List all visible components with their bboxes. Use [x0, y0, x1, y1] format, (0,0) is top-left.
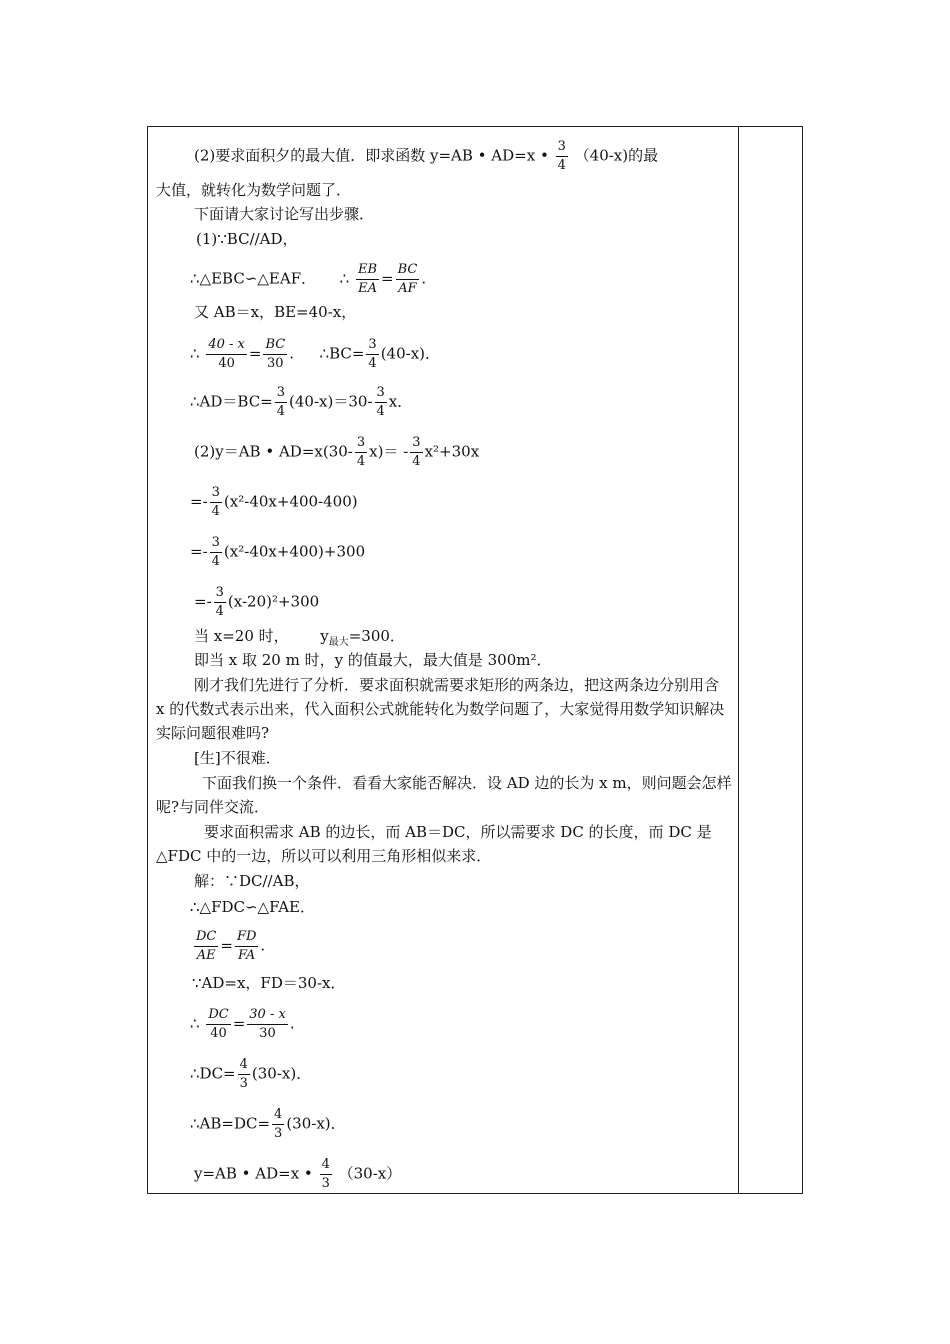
line-18 — [192, 928, 266, 963]
fraction-bc-30: $\frac{BC}{30}$ — [265, 337, 286, 371]
text: . — [421, 269, 427, 288]
fraction-dc-ae: $\frac{DC}{AE}$ — [196, 929, 217, 963]
text: ∴BC= — [319, 344, 365, 363]
table-column-divider — [738, 126, 739, 1194]
line-5 — [190, 261, 427, 296]
text: (2)y＝AB • AD=x(30- — [194, 442, 353, 461]
text: . — [289, 1014, 295, 1033]
line-21 — [190, 1056, 312, 1091]
text: = — [381, 269, 394, 288]
text: (30-x)． — [251, 1064, 312, 1083]
text: ∴ — [190, 1014, 200, 1033]
line-10 — [190, 484, 358, 519]
fraction-3-4: $\frac{3}{4}$ — [412, 435, 421, 469]
line-8 — [190, 384, 413, 419]
line-9 — [194, 434, 480, 469]
text: x)＝ - — [369, 442, 409, 461]
text: (x-20)²+300 — [227, 592, 320, 611]
paragraph-analysis: 刚才我们先进行了分析．要求面积就需要求矩形的两条边，把这两条边分别用含 x 的代数式表示出来，代入面积公式就能转化为数学问题了，大家觉得用数学知识解决实际问题很难吗? — [156, 676, 725, 742]
fraction-3-4: $\frac{3}{4}$ — [215, 585, 224, 619]
text: ∴ — [190, 344, 200, 363]
text: ∴△EBC∽△EAF． — [190, 269, 317, 288]
text: =300． — [348, 627, 405, 645]
text: ∴DC= — [190, 1064, 236, 1083]
fraction-4-3: $\frac{4}{3}$ — [239, 1057, 248, 1091]
fraction-3-4: $\frac{3}{4}$ — [368, 337, 377, 371]
text: ∴ — [339, 269, 350, 288]
text: =- — [194, 592, 212, 611]
text: =- — [190, 492, 208, 511]
text: （30-x） — [338, 1164, 402, 1183]
fraction-3-4: $\frac{3}{4}$ — [276, 385, 286, 419]
line-17: ∴△FDC∽△FAE． — [190, 898, 315, 916]
line-19: ∵AD=x，FD＝30-x． — [192, 974, 346, 992]
line-3: 下面请大家讨论写出步骤． — [194, 205, 375, 223]
fraction-40x-40: $\frac{40 - x}{40}$ — [208, 337, 245, 371]
line-15: [生]不很难． — [194, 749, 281, 767]
line-22 — [190, 1106, 346, 1141]
text: y=AB • AD=x • — [194, 1164, 313, 1183]
fraction-dc-40: $\frac{DC}{40}$ — [208, 1007, 229, 1041]
text: = — [220, 936, 233, 955]
text: ∴AB=DC= — [190, 1114, 271, 1133]
text: ∴AD＝BC= — [190, 392, 273, 411]
line-6: 又 AB＝x，BE=40-x， — [194, 303, 357, 321]
text: (2)要求面积夕的最大值．即求函数 y=AB • AD=x • — [194, 146, 549, 165]
text: (40-x)． — [380, 344, 441, 363]
line-1 — [194, 138, 659, 173]
text: = — [232, 1014, 246, 1033]
paragraph-reasoning: 要求面积需求 AB 的边长，而 AB＝DC，所以需要求 DC 的长度，而 DC 是△FDC 中的一边，所以可以利用三角形相似来求． — [156, 823, 712, 865]
text: y — [320, 627, 329, 645]
line-13 — [194, 624, 405, 648]
line-4: (1)∵BC//AD， — [196, 230, 298, 248]
text: x²+30x — [424, 442, 480, 461]
fraction-fd-fa: $\frac{FD}{FA}$ — [236, 929, 257, 963]
paragraph-new-condition: 下面我们换一个条件．看看大家能否解决．设 AD 边的长为 x m，则问题会怎样呢?与同伴交流． — [156, 774, 732, 816]
line-14: 即当 x 取 20 m 时，y 的值最大，最大值是 300m²． — [194, 651, 552, 669]
fraction-4-3: $\frac{4}{3}$ — [321, 1157, 330, 1191]
text: =- — [190, 542, 208, 561]
line-2: 大值，就转化为数学问题了． — [156, 181, 352, 199]
fraction-bc-af: $\frac{BC}{AF}$ — [397, 262, 418, 296]
text: = — [248, 344, 262, 363]
text: (x²-40x+400-400) — [223, 492, 358, 511]
text: . — [289, 344, 294, 363]
line-11 — [190, 534, 366, 569]
subscript-max: 最大 — [328, 637, 349, 648]
fraction-30x-30: $\frac{30 - x}{30}$ — [249, 1007, 286, 1041]
line-12 — [194, 584, 320, 619]
text: (30-x)． — [286, 1114, 346, 1133]
text: . — [260, 936, 266, 955]
text: (40-x)＝30- — [289, 392, 373, 411]
fraction-3-4: $\frac{3}{4}$ — [211, 535, 220, 569]
fraction-eb-ea: $\frac{EB}{EA}$ — [358, 262, 378, 296]
line-20 — [190, 1006, 295, 1041]
text: x． — [388, 392, 413, 411]
line-23 — [194, 1156, 402, 1191]
line-7 — [190, 336, 441, 371]
line-16: 解：∵DC//AB， — [194, 872, 310, 890]
fraction-3-4: $\frac{3}{4}$ — [356, 435, 366, 469]
text: （40-x)的最 — [574, 146, 659, 165]
fraction-3-4: $\frac{3}{4}$ — [211, 485, 220, 519]
text: 当 x=20 时， — [194, 627, 289, 645]
fraction-3-4: $\frac{3}{4}$ — [376, 385, 385, 419]
fraction-3-4: $\frac{3}{4}$ — [557, 139, 566, 173]
fraction-4-3: $\frac{4}{3}$ — [274, 1107, 283, 1141]
text: (x²-40x+400)+300 — [223, 542, 366, 561]
